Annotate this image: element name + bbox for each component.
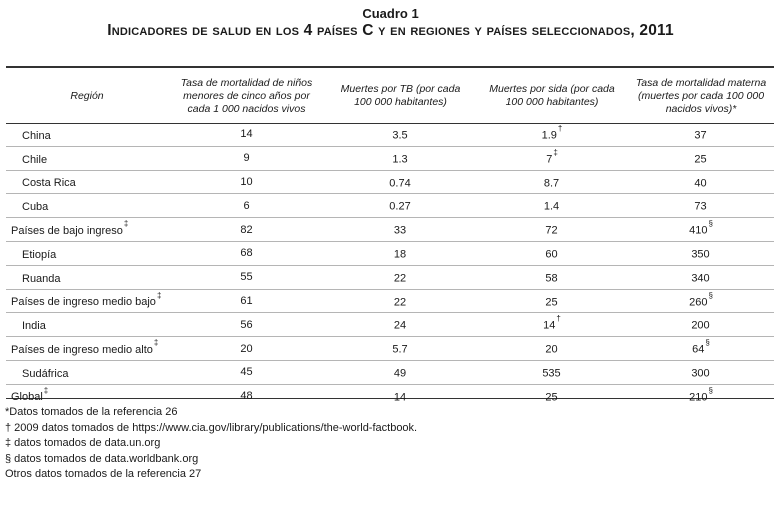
- header-under5-mortality: Tasa de mortalidad de niños menores de cinco años por cada 1 000 nacidos vivos: [180, 76, 313, 115]
- aids-value: 535: [542, 367, 561, 380]
- maternal-cell: [628, 289, 774, 313]
- maternal-cell: [628, 360, 774, 384]
- region-name: India: [22, 320, 46, 333]
- aids-cell: [476, 123, 628, 146]
- header-aids-deaths: Muertes por sida (por cada 100 000 habitantes): [489, 83, 615, 108]
- aids-cell: [476, 146, 628, 170]
- aids-value: 60: [545, 248, 558, 261]
- tb-cell: [325, 313, 476, 337]
- table-row: [6, 146, 774, 170]
- table-row: [6, 194, 774, 218]
- tb-value: 33: [393, 224, 407, 237]
- tb-value: 49: [393, 367, 407, 380]
- footnote-mark: §: [705, 338, 710, 348]
- region-cell: [6, 265, 168, 289]
- table-header: [6, 69, 774, 123]
- maternal-cell: [628, 265, 774, 289]
- maternal-cell: [628, 241, 774, 265]
- tb-cell: [325, 360, 476, 384]
- under5-cell: 45: [168, 360, 325, 384]
- table-row: [6, 313, 774, 337]
- aids-value: 25: [545, 296, 558, 309]
- table-title: Indicadores de salud en los 4 países C y en regiones y países seleccionados, 2011: [107, 22, 674, 39]
- table-body: [6, 123, 774, 408]
- aids-value: 72: [545, 224, 558, 237]
- aids-cell: [476, 384, 628, 407]
- maternal-value: 73: [694, 201, 707, 214]
- table-number: Cuadro 1: [362, 6, 419, 21]
- maternal-cell: [628, 337, 774, 361]
- table-row: [6, 170, 774, 194]
- tb-value: 3.5: [392, 129, 408, 142]
- tb-value: 14: [393, 391, 407, 404]
- footnote-mark: ‡: [156, 290, 162, 300]
- footnotes: [5, 405, 417, 483]
- footnote-mark: †: [556, 314, 561, 324]
- under5-cell: 20: [168, 337, 325, 361]
- maternal-value: 200: [691, 320, 710, 333]
- under5-cell: 82: [168, 218, 325, 242]
- tb-cell: [325, 123, 476, 146]
- aids-cell: [476, 218, 628, 242]
- aids-cell: [476, 360, 628, 384]
- footnote: ‡ datos tomados de data.un.org: [5, 437, 161, 450]
- table-row: [6, 337, 774, 361]
- aids-value: 7: [546, 153, 553, 166]
- maternal-cell: [628, 146, 774, 170]
- footnote-mark: ‡: [553, 147, 558, 157]
- aids-cell: [476, 170, 628, 194]
- tb-cell: [325, 241, 476, 265]
- aids-value: 14: [543, 320, 556, 333]
- aids-value: 25: [545, 391, 558, 404]
- under5-cell: 10: [168, 170, 325, 194]
- maternal-value: 260: [689, 296, 708, 309]
- table-row: [6, 218, 774, 242]
- footnote-mark: ‡: [153, 338, 159, 348]
- region-cell: [6, 170, 168, 194]
- tb-cell: [325, 170, 476, 194]
- aids-cell: [476, 313, 628, 337]
- tb-value: 0.74: [389, 177, 411, 190]
- table-row: [6, 265, 774, 289]
- region-name: Países de ingreso medio alto: [11, 343, 153, 356]
- tb-value: 22: [393, 272, 407, 285]
- under5-cell: 55: [168, 265, 325, 289]
- table-row: [6, 123, 774, 146]
- region-name: Países de ingreso medio bajo: [11, 296, 156, 309]
- maternal-cell: [628, 194, 774, 218]
- region-name: Países de bajo ingreso: [11, 224, 123, 237]
- tb-cell: [325, 146, 476, 170]
- aids-cell: [476, 241, 628, 265]
- aids-cell: [476, 289, 628, 313]
- health-indicators-table: [6, 69, 774, 408]
- maternal-value: 37: [694, 129, 707, 142]
- header-row: [6, 69, 774, 123]
- tb-value: 1.3: [392, 153, 408, 166]
- footnote-mark: §: [708, 219, 713, 229]
- tb-value: 0.27: [389, 201, 411, 214]
- region-name: Ruanda: [22, 272, 61, 285]
- aids-value: 1.9: [541, 129, 557, 142]
- footnote-mark: §: [708, 385, 713, 395]
- maternal-cell: [628, 218, 774, 242]
- aids-value: 1.4: [543, 201, 560, 214]
- aids-value: 58: [545, 272, 558, 285]
- table-row: [6, 360, 774, 384]
- region-cell: [6, 313, 168, 337]
- under5-cell: 6: [168, 194, 325, 218]
- under5-cell: 61: [168, 289, 325, 313]
- table-row: [6, 241, 774, 265]
- under5-cell: 9: [168, 146, 325, 170]
- footnote-mark: ‡: [43, 385, 49, 395]
- footnote: † 2009 datos tomados de https://www.cia.gov/library/publications/the-world-factbook.: [5, 421, 418, 434]
- region-cell: [6, 218, 168, 242]
- tb-value: 5.7: [392, 343, 408, 356]
- region-cell: [6, 146, 168, 170]
- maternal-value: 410: [689, 224, 708, 237]
- maternal-cell: [628, 123, 774, 146]
- footnote-mark: †: [557, 124, 563, 134]
- tb-cell: [325, 218, 476, 242]
- region-cell: [6, 241, 168, 265]
- maternal-value: 40: [694, 177, 707, 190]
- footnote-mark: ‡: [123, 219, 129, 229]
- top-rule: [6, 66, 774, 68]
- tb-cell: [325, 337, 476, 361]
- region-name: Cuba: [22, 201, 49, 214]
- tb-cell: [325, 289, 476, 313]
- maternal-cell: [628, 384, 774, 407]
- tb-value: 22: [393, 296, 407, 309]
- region-cell: [6, 337, 168, 361]
- maternal-value: 340: [691, 272, 710, 285]
- tb-cell: [325, 265, 476, 289]
- footnote-mark: §: [708, 290, 713, 300]
- maternal-value: 210: [689, 391, 708, 404]
- header-region: Región: [70, 89, 104, 102]
- under5-cell: 56: [168, 313, 325, 337]
- tb-cell: [325, 194, 476, 218]
- aids-value: 20: [545, 343, 558, 356]
- tb-value: 24: [393, 320, 407, 333]
- region-name: Etiopía: [22, 248, 57, 261]
- footnote: § datos tomados de data.worldbank.org: [5, 452, 199, 465]
- region-cell: [6, 289, 168, 313]
- region-cell: [6, 360, 168, 384]
- footnote: *Datos tomados de la referencia 26: [5, 406, 178, 418]
- under5-cell: 68: [168, 241, 325, 265]
- maternal-value: 64: [692, 343, 705, 356]
- region-name: Global: [11, 391, 43, 404]
- header-tb-deaths: Muertes por TB (por cada 100 000 habitantes): [340, 83, 461, 108]
- table-row: [6, 289, 774, 313]
- maternal-cell: [628, 170, 774, 194]
- region-name: China: [22, 129, 51, 142]
- under5-cell: 48: [240, 390, 253, 403]
- header-maternal-mortality: Tasa de mortalidad materna (muertes por cada 100 000 nacidos vivos)*: [635, 76, 767, 115]
- aids-cell: [476, 194, 628, 218]
- aids-value: 8.7: [543, 177, 560, 190]
- region-name: Chile: [22, 153, 48, 166]
- aids-cell: [476, 337, 628, 361]
- region-cell: [6, 194, 168, 218]
- footnote: Otros datos tomados de la referencia 27: [5, 468, 202, 481]
- maternal-value: 25: [694, 153, 707, 166]
- maternal-cell: [628, 313, 774, 337]
- maternal-value: 300: [691, 367, 710, 380]
- under5-cell: 14: [168, 123, 325, 146]
- region-name: Sudáfrica: [22, 367, 69, 380]
- region-cell: [6, 123, 168, 146]
- maternal-value: 350: [691, 248, 710, 261]
- aids-cell: [476, 265, 628, 289]
- region-name: Costa Rica: [22, 177, 76, 190]
- tb-value: 18: [393, 248, 407, 261]
